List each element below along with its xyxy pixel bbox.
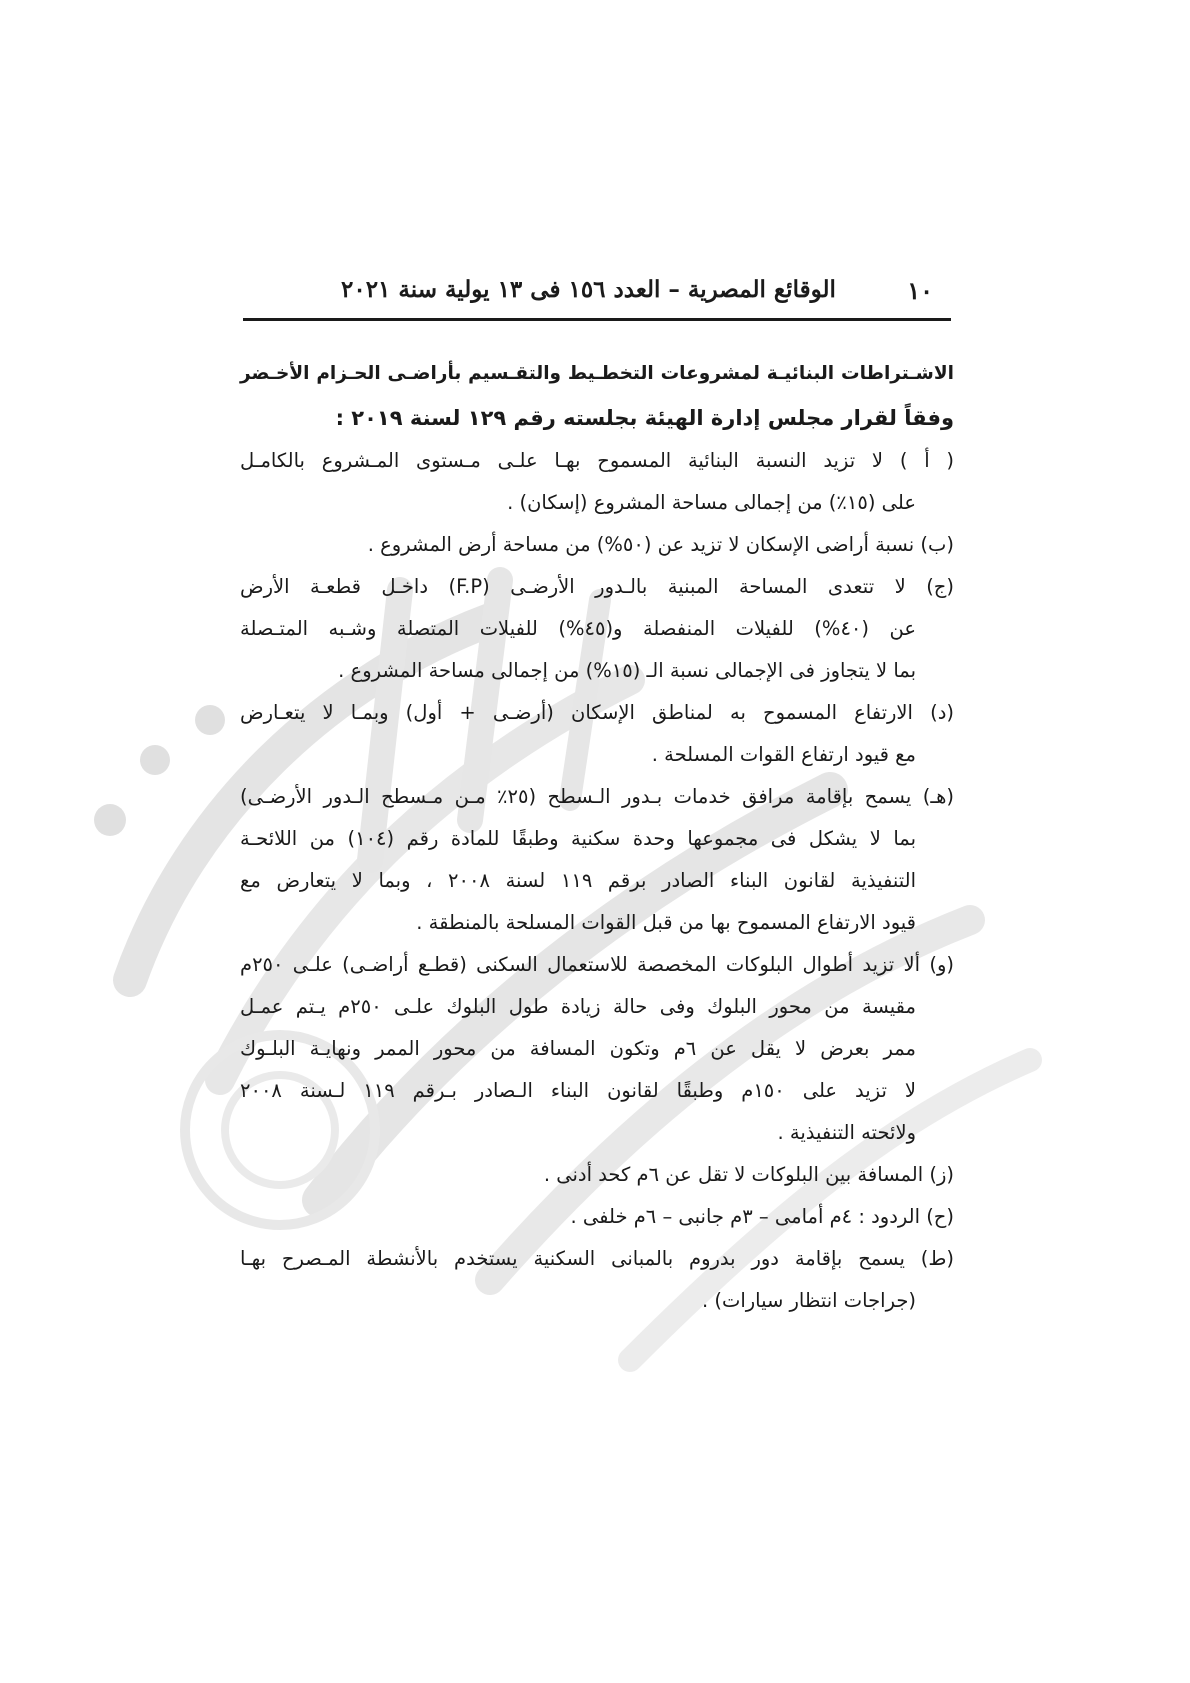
clause-line: (هـ) يسمح بإقامة مرافق خدمات بـدور الـسطح (٢٥٪ مـن مـسطح الـدور الأرضـى) (240, 785, 954, 808)
clause-line: ممر بعرض لا يقل عن ٦م وتكون المسافة من محور الممر ونهايـة البلـوك (240, 1037, 916, 1060)
clause-line: ( أ ) لا تزيد النسبة البنائية المسموح بهـا علـى مـستوى المـشروع بالكامـل (240, 449, 954, 472)
watermark-dot (94, 804, 126, 836)
section-heading-line: الاشـتراطات البنائيـة لمشروعات التخطـيط والتقـسيم بأراضـى الحـزام الأخـضر (240, 363, 954, 384)
clause-line: (جراجات انتظار سيارات) . (701, 1289, 916, 1312)
clause-a (240, 440, 954, 524)
clause-line: عن (٤٠%) للفيلات المنفصلة و(٤٥%) للفيلات المتصلة وشـبه المتـصلة (240, 617, 916, 640)
page-number: ١٠ (907, 276, 933, 305)
clause-line: (ج) لا تتعدى المساحة المبنية بالـدور الأرضـى (F.P) داخـل قطعـة الأرض (240, 575, 954, 598)
section-heading-line: وفقاً لقرار مجلس إدارة الهيئة بجلسته رقم ١٢٩ لسنة ٢٠١٩ : (335, 406, 954, 430)
clause-h (240, 1196, 954, 1238)
clause-line: مقيسة من محور البلوك وفى حالة زيادة طول البلوك علـى ٢٥٠م يـتم عمـل (240, 995, 916, 1018)
clause-line: قيود الارتفاع المسموح بها من قبل القوات المسلحة بالمنطقة . (416, 911, 916, 934)
clause-line: (ح) الردود : ٤م أمامى – ٣م جانبى – ٦م خلفى . (570, 1205, 954, 1228)
clause-line: (و) ألا تزيد أطوال البلوكات المخصصة للاستعمال السكنى (قطـع أراضـى) علـى ٢٥٠م (240, 953, 954, 976)
gazette-header-title: الوقائع المصرية – العدد ١٥٦ فى ١٣ يولية سنة ٢٠٢١ (341, 276, 836, 303)
clause-b (240, 524, 954, 566)
clause-line: (ب) نسبة أراضى الإسكان لا تزيد عن (٥٠%) من مساحة أرض المشروع . (367, 533, 954, 556)
clause-g (240, 1154, 954, 1196)
watermark-dot (195, 705, 225, 735)
clause-line: مع قيود ارتفاع القوات المسلحة . (651, 743, 916, 766)
clause-line: بما لا يتجاوز فى الإجمالى نسبة الـ (١٥%) من إجمالى مساحة المشروع . (338, 659, 916, 682)
page-header (243, 268, 951, 321)
clause-line: على (١٥٪) من إجمالى مساحة المشروع (إسكان) . (507, 491, 916, 514)
clause-d (240, 692, 954, 776)
document-body (240, 352, 954, 1322)
clause-line: (ز) المسافة بين البلوكات لا تقل عن ٦م كحد أدنى . (543, 1163, 954, 1186)
clause-e (240, 776, 954, 944)
clause-line: ولائحته التنفيذية . (777, 1121, 916, 1144)
watermark-dot (140, 745, 170, 775)
clause-f (240, 944, 954, 1154)
clause-i (240, 1238, 954, 1322)
clause-line: لا تزيد على ١٥٠م وطبقًا لقانون البناء الـصادر بـرقم ١١٩ لـسنة ٢٠٠٨ (240, 1079, 916, 1102)
clause-line: (ط) يسمح بإقامة دور بدروم بالمبانى السكنية يستخدم بالأنشطة المـصرح بهـا (240, 1247, 954, 1270)
clause-line: (د) الارتفاع المسموح به لمناطق الإسكان (أرضـى + أول) وبمـا لا يتعـارض (240, 701, 954, 724)
clause-c (240, 566, 954, 692)
clause-line: بما لا يشكل فى مجموعها وحدة سكنية وطبقًا للمادة رقم (١٠٤) من اللائحـة (240, 827, 916, 850)
clause-line: التنفيذية لقانون البناء الصادر برقم ١١٩ لسنة ٢٠٠٨ ، وبما لا يتعارض مع (240, 869, 916, 892)
